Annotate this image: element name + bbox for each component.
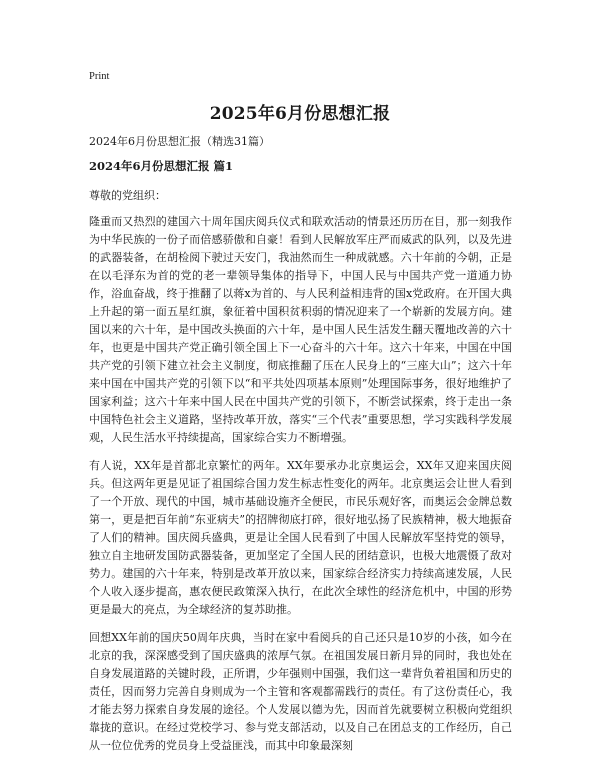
- body-paragraph: 回想XX年前的国庆50周年庆典，当时在家中看阅兵的自己还只是10岁的小孩，如今在北京的我，深深感受到了国庆盛典的浓厚气氛。在祖国发展日新月异的同时，我也处在自身发展道路的关键时段，正所谓，少年强则中国强，我们这一辈背负着祖国和历史的责任，因而努力完善自身则成为一个主管和客观都需践行的责任。有了这份责任心，我才能去努力探索自身发展的途径。个人发展以德为先，因而首先就要树立积极向党组织靠拢的意识。在经过党校学习、参与党支部活动，以及自己在团总支的工作经历，自己从一位位优秀的党员身上受益匪浅，而其中印象最深刻: [89, 631, 512, 752]
- body-paragraph: 隆重而又热烈的建国六十周年国庆阅兵仪式和联欢活动的情景还历历在目，那一刻我作为中华民族的一份子而倍感骄傲和自豪！看到人民解放军庄严而威武的队列，以及先进的武器装备，在胡检阅下驶过天安门，我油然而生一种成就感。六十年前的今朝，正是在以毛泽东为首的党的老一辈领导集体的指导下，中国人民与中国共产党一道通力协作，浴血奋战，终于推翻了以蒋x为首的、与人民利益相违背的国x党政府。在开国大典上升起的第一面五星红旗，象征着中国积贫积弱的情况迎来了一个崭新的发展方向。建国以来的六十年，是中国改头换面的六十年，是中国人民生活发生翻天覆地改善的六十年，也更是中国共产党正确引领全国上下一心奋斗的六十年。这六十年来，中国在中国共产党的引领下建立社会主义制度，彻底推翻了压在人民身上的“三座大山”；这六十年来中国在中国共产党的引领下以“和平共处四项基本原则”处理国际事务，很好地维护了国家利益；这六十年来中国人民在中国共产党的引领下，不断尝试探索，终于走出一条中国特色社会主义道路，坚持改革开放，落实“三个代表”重要思想，学习实践科学发展观，人民生活水平持续提高，国家综合实力不断增强。: [89, 215, 512, 444]
- salutation: 尊敬的党组织：: [89, 189, 166, 202]
- page-title: 2025年6月份思想汇报: [209, 104, 391, 124]
- section-heading: 2024年6月份思想汇报 篇1: [89, 159, 234, 173]
- body-paragraph: 有人说，XX年是首都北京繁忙的两年。XX年要承办北京奥运会，XX年又迎来国庆阅兵。但这两年更是见证了祖国综合国力发生标志性变化的两年。北京奥运会让世人看到了一个开放、现代的中国，城市基础设施齐全便民，市民乐观好客，而奥运会金牌总数第一，更是把百年前“东亚病夫”的招牌彻底打碎，很好地弘扬了民族精神，极大地振奋了人们的精神。国庆阅兵盛典，更是让全国人民看到了中国人民解放军坚持党的领导，独立自主地研发国防武器装备，更加坚定了全国人民的团结意识，也极大地震慑了敌对势力。建国的六十年来，特别是改革开放以来，国家综合经济实力持续高速发展，人民个人收入逐步提高，惠农便民政策深入执行，在此次全球性的经济危机中，中国的形势更是最大的亮点，为全球经济的复苏助推。: [89, 459, 512, 616]
- document-subtitle: 2024年6月份思想汇报（精选31篇）: [89, 135, 270, 148]
- print-link[interactable]: Print: [89, 71, 110, 82]
- document-body: [89, 213, 512, 765]
